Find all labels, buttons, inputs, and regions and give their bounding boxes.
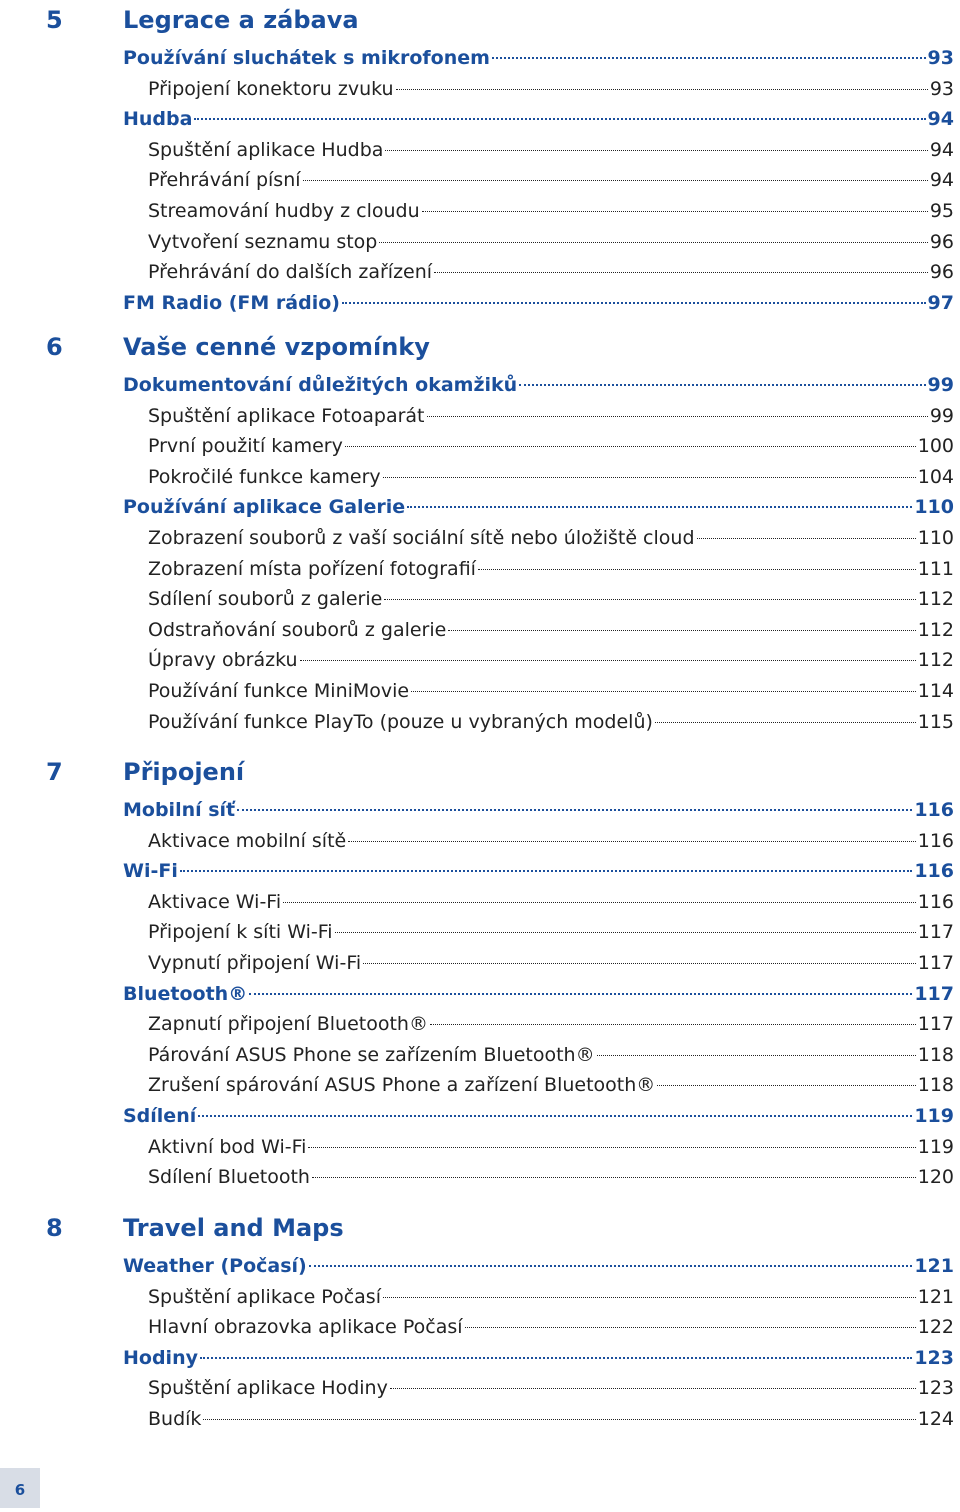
entry-page-number: 115 (917, 710, 954, 733)
toc-subsection-entry[interactable] (148, 135, 954, 165)
entry-label: Aktivní bod Wi-Fi (148, 1135, 307, 1158)
entry-label: Používání funkce MiniMovie (148, 680, 410, 702)
entry-label: Hudba (123, 108, 193, 131)
toc-subsection-entry[interactable] (148, 676, 954, 706)
entry-label: Odstraňování souborů z galerie (148, 618, 447, 641)
toc-subsection-entry[interactable] (148, 1070, 954, 1100)
entry-page-number: 93 (927, 47, 954, 69)
entry-label: Párování ASUS Phone se zařízením Bluetooth® (148, 1043, 595, 1066)
toc-subsection-entry[interactable] (148, 584, 954, 614)
dot-leader (390, 1388, 916, 1389)
entry-label: Používání aplikace Galerie (123, 496, 406, 519)
dot-leader (345, 446, 916, 447)
dot-leader (203, 1419, 915, 1420)
dot-leader (519, 384, 925, 386)
entry-label: Úpravy obrázku (148, 649, 298, 672)
entry-label: Připojení k síti Wi-Fi (148, 921, 333, 944)
entry-label: Sdílení (123, 1105, 197, 1127)
dot-leader (283, 902, 916, 903)
entry-page-number: 96 (929, 261, 954, 284)
toc-section-entry[interactable] (123, 370, 954, 400)
dot-leader (465, 1327, 916, 1328)
toc-section-entry[interactable] (123, 288, 954, 318)
entry-label: Vypnutí připojení Wi-Fi (148, 952, 362, 974)
dot-leader (180, 870, 912, 872)
entry-label: Zrušení spárování ASUS Phone a zařízení Bluetooth® (148, 1074, 656, 1097)
dot-leader (422, 211, 928, 212)
dot-leader (407, 506, 912, 508)
toc-section-entry[interactable] (123, 1101, 954, 1131)
dot-leader (249, 993, 912, 995)
toc-subsection-entry[interactable] (148, 554, 954, 584)
toc-subsection-entry[interactable] (148, 523, 954, 553)
toc-subsection-entry[interactable] (148, 165, 954, 195)
entry-page-number: 110 (917, 527, 954, 549)
entry-label: První použití kamery (148, 435, 343, 458)
chapter-title: Legrace a zábava (123, 6, 359, 34)
entry-page-number: 118 (917, 1074, 954, 1097)
entry-label: Bluetooth® (123, 982, 248, 1005)
entry-page-number: 93 (929, 77, 954, 100)
entry-page-number: 120 (917, 1166, 954, 1189)
dot-leader (384, 599, 915, 600)
toc-subsection-entry[interactable] (148, 462, 954, 492)
toc-subsection-entry[interactable] (148, 227, 954, 257)
dot-leader (597, 1055, 916, 1056)
entry-label: Wi-Fi (123, 860, 178, 883)
dot-leader (411, 691, 916, 692)
dot-leader (300, 660, 916, 661)
toc-subsection-entry[interactable] (148, 1009, 954, 1039)
entry-label: Používání funkce PlayTo (pouze u vybraných modelů) (148, 710, 653, 733)
chapter-title: Připojení (123, 758, 245, 786)
entry-page-number: 116 (917, 829, 954, 852)
entry-page-number: 100 (917, 435, 954, 458)
toc-subsection-entry[interactable] (148, 1312, 954, 1342)
toc-subsection-entry[interactable] (148, 1162, 954, 1192)
toc-section-entry[interactable] (123, 104, 954, 134)
toc-subsection-entry[interactable] (148, 615, 954, 645)
toc-subsection-entry[interactable] (148, 1282, 954, 1312)
entry-page-number: 112 (917, 588, 954, 611)
dot-leader (342, 302, 926, 304)
toc-subsection-entry[interactable] (148, 257, 954, 287)
entry-label: Zobrazení souborů z vaší sociální sítě nebo úložiště cloud (148, 527, 695, 549)
entry-label: Zobrazení místa pořízení fotografií (148, 557, 476, 580)
entry-page-number: 96 (929, 230, 954, 253)
dot-leader (348, 841, 916, 842)
entry-label: Streamování hudby z cloudu (148, 200, 420, 222)
dot-leader (434, 272, 928, 273)
entry-label: Spuštění aplikace Hudba (148, 138, 384, 161)
toc-subsection-entry[interactable] (148, 948, 954, 978)
entry-page-number: 116 (914, 799, 954, 821)
entry-label: Hodiny (123, 1346, 198, 1369)
toc-section-entry[interactable] (123, 795, 954, 825)
dot-leader (303, 180, 928, 181)
toc-subsection-entry[interactable] (148, 196, 954, 226)
page-number: 6 (0, 1468, 40, 1508)
dot-leader (200, 1357, 912, 1359)
toc-subsection-entry[interactable] (148, 707, 954, 737)
entry-page-number: 117 (917, 921, 954, 944)
entry-page-number: 104 (917, 465, 954, 488)
entry-page-number: 118 (917, 1043, 954, 1066)
toc-section-entry[interactable] (123, 492, 954, 522)
entry-label: FM Radio (FM rádio) (123, 291, 340, 314)
entry-label: Aktivace mobilní sítě (148, 829, 347, 852)
chapter-heading (0, 327, 960, 367)
entry-page-number: 94 (929, 169, 954, 192)
entry-label: Spuštění aplikace Fotoaparát (148, 404, 425, 427)
toc-subsection-entry[interactable] (148, 74, 954, 104)
entry-page-number: 111 (917, 557, 954, 580)
chapter-heading (0, 1208, 960, 1248)
toc-subsection-entry[interactable] (148, 887, 954, 917)
toc-section-entry[interactable] (123, 979, 954, 1009)
entry-label: Používání sluchátek s mikrofonem (123, 47, 490, 69)
entry-label: Vytvoření seznamu stop (148, 230, 378, 253)
entry-page-number: 116 (917, 890, 954, 913)
entry-label: Spuštění aplikace Počasí (148, 1285, 381, 1308)
toc-subsection-entry[interactable] (148, 645, 954, 675)
entry-label: Weather (Počasí) (123, 1255, 307, 1277)
entry-page-number: 119 (914, 1105, 954, 1127)
entry-label: Spuštění aplikace Hodiny (148, 1377, 388, 1400)
entry-page-number: 119 (917, 1135, 954, 1158)
dot-leader (430, 1024, 916, 1025)
entry-page-number: 94 (929, 138, 954, 161)
entry-page-number: 99 (927, 374, 954, 396)
dot-leader (478, 569, 916, 570)
entry-page-number: 95 (929, 200, 954, 222)
chapter-number: 7 (46, 758, 63, 786)
entry-label: Zapnutí připojení Bluetooth® (148, 1013, 428, 1036)
entry-page-number: 94 (927, 108, 954, 131)
chapter-number: 5 (46, 6, 63, 34)
entry-page-number: 123 (914, 1346, 954, 1369)
toc-subsection-entry[interactable] (148, 917, 954, 947)
dot-leader (383, 477, 916, 478)
entry-page-number: 117 (914, 982, 954, 1005)
entry-page-number: 122 (917, 1316, 954, 1339)
entry-label: Sdílení Bluetooth (148, 1166, 310, 1189)
dot-leader (309, 1265, 913, 1267)
dot-leader (335, 932, 916, 933)
toc-section-entry[interactable] (123, 1343, 954, 1373)
chapter-heading (0, 0, 960, 40)
toc-section-entry[interactable] (123, 1251, 954, 1281)
entry-label: Sdílení souborů z galerie (148, 588, 383, 611)
entry-page-number: 121 (917, 1285, 954, 1308)
toc-subsection-entry[interactable] (148, 826, 954, 856)
entry-label: Pokročilé funkce kamery (148, 465, 381, 488)
dot-leader (396, 89, 928, 90)
entry-page-number: 114 (917, 680, 954, 702)
dot-leader (308, 1147, 915, 1148)
dot-leader (383, 1297, 916, 1298)
toc-section-entry[interactable] (123, 856, 954, 886)
dot-leader (194, 118, 925, 120)
entry-label: Mobilní síť (123, 799, 236, 821)
toc-subsection-entry[interactable] (148, 1132, 954, 1162)
dot-leader (657, 1085, 915, 1086)
entry-label: Přehrávání do dalších zařízení (148, 261, 433, 284)
entry-page-number: 112 (917, 618, 954, 641)
dot-leader (379, 242, 927, 243)
entry-page-number: 110 (914, 496, 954, 519)
toc-section-entry[interactable] (123, 43, 954, 73)
entry-page-number: 97 (927, 291, 954, 314)
entry-page-number: 124 (917, 1408, 954, 1430)
toc-subsection-entry[interactable] (148, 431, 954, 461)
dot-leader (237, 809, 912, 811)
dot-leader (697, 538, 916, 539)
dot-leader (385, 150, 927, 151)
dot-leader (427, 416, 928, 417)
chapter-number: 6 (46, 333, 63, 361)
dot-leader (312, 1177, 916, 1178)
dot-leader (655, 722, 916, 723)
entry-page-number: 123 (917, 1377, 954, 1400)
entry-label: Aktivace Wi-Fi (148, 890, 282, 913)
entry-label: Budík (148, 1408, 202, 1430)
entry-page-number: 99 (929, 404, 954, 427)
dot-leader (448, 630, 915, 631)
entry-page-number: 121 (914, 1255, 954, 1277)
chapter-heading (0, 752, 960, 792)
toc-subsection-entry[interactable] (148, 1373, 954, 1403)
chapter-title: Vaše cenné vzpomínky (123, 333, 430, 361)
entry-label: Připojení konektoru zvuku (148, 77, 394, 100)
toc-subsection-entry[interactable] (148, 1404, 954, 1434)
entry-page-number: 117 (917, 1013, 954, 1036)
toc-subsection-entry[interactable] (148, 1040, 954, 1070)
chapter-number: 8 (46, 1214, 63, 1242)
entry-label: Hlavní obrazovka aplikace Počasí (148, 1316, 463, 1339)
dot-leader (492, 57, 926, 59)
dot-leader (198, 1115, 912, 1117)
entry-page-number: 116 (914, 860, 954, 883)
toc-subsection-entry[interactable] (148, 401, 954, 431)
dot-leader (363, 963, 916, 964)
entry-page-number: 112 (917, 649, 954, 672)
entry-page-number: 117 (917, 952, 954, 974)
entry-label: Dokumentování důležitých okamžiků (123, 374, 518, 396)
chapter-title: Travel and Maps (123, 1214, 344, 1242)
entry-label: Přehrávání písní (148, 169, 301, 192)
